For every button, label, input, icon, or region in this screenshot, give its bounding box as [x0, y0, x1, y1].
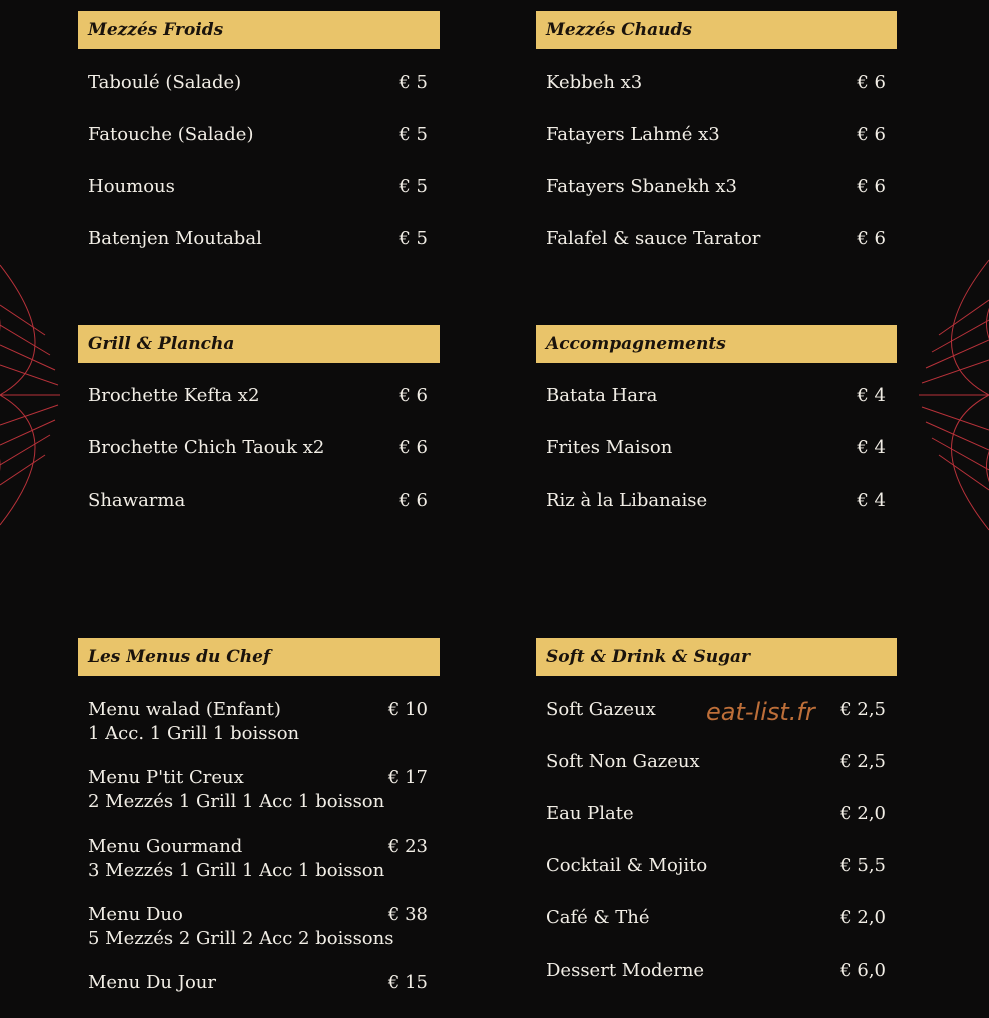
- menu-item-description: 1 Acc. 1 Grill 1 boisson: [88, 723, 300, 744]
- menu-item-name: Café & Thé: [546, 907, 650, 928]
- menu-item-price: € 17: [387, 767, 428, 788]
- menu-item-price: € 5: [399, 124, 428, 145]
- menu-item-price: € 5: [399, 228, 428, 249]
- menu-item-price: € 5: [399, 176, 428, 197]
- menu-item-price: € 6: [857, 176, 886, 197]
- menu-item-price: € 2,5: [840, 751, 886, 772]
- menu-item-name: Soft Gazeux: [546, 699, 656, 720]
- menu-item-name: Kebbeh x3: [546, 72, 643, 93]
- menu-item-name: Menu Du Jour: [88, 972, 216, 993]
- menu-item-price: € 5: [399, 72, 428, 93]
- menu-item-name: Menu walad (Enfant): [88, 699, 281, 720]
- menu-item-price: € 10: [387, 699, 428, 720]
- menu-item-price: € 38: [387, 904, 428, 925]
- menu-item-name: Eau Plate: [546, 803, 634, 824]
- menu-item-price: € 6: [857, 228, 886, 249]
- section-header-mezzes-chauds: Mezzés Chauds: [536, 11, 897, 49]
- menu-item-name: Menu P'tit Creux: [88, 767, 244, 788]
- section-header-mezzes-froids: Mezzés Froids: [78, 11, 440, 49]
- right-ornament: [914, 240, 989, 550]
- menu-item-name: Batenjen Moutabal: [88, 228, 262, 249]
- menu-item-name: Menu Duo: [88, 904, 183, 925]
- menu-item-price: € 5,5: [840, 855, 886, 876]
- menu-item-name: Brochette Chich Taouk x2: [88, 437, 325, 458]
- menu-item-name: Soft Non Gazeux: [546, 751, 700, 772]
- menu-item-price: € 6: [399, 385, 428, 406]
- menu-item-description: 5 Mezzés 2 Grill 2 Acc 2 boissons: [88, 928, 394, 949]
- menu-item-price: € 15: [387, 972, 428, 993]
- menu-item-name: Cocktail & Mojito: [546, 855, 708, 876]
- menu-item-price: € 4: [857, 437, 886, 458]
- watermark-text: eat-list.fr: [706, 698, 815, 726]
- menu-item-price: € 6: [857, 72, 886, 93]
- section-header-soft-drink-sugar: Soft & Drink & Sugar: [536, 638, 897, 676]
- menu-item-name: Houmous: [88, 176, 175, 197]
- menu-item-price: € 2,0: [840, 803, 886, 824]
- menu-item-price: € 23: [387, 836, 428, 857]
- menu-item-name: Fatouche (Salade): [88, 124, 254, 145]
- menu-item-name: Falafel & sauce Tarator: [546, 228, 761, 249]
- menu-item-name: Batata Hara: [546, 385, 658, 406]
- menu-item-price: € 4: [857, 385, 886, 406]
- menu-item-name: Brochette Kefta x2: [88, 385, 260, 406]
- menu-item-name: Fatayers Sbanekh x3: [546, 176, 738, 197]
- menu-item-price: € 2,5: [840, 699, 886, 720]
- menu-item-name: Riz à la Libanaise: [546, 490, 708, 511]
- menu-item-price: € 4: [857, 490, 886, 511]
- section-header-grill-plancha: Grill & Plancha: [78, 325, 440, 363]
- menu-item-name: Menu Gourmand: [88, 836, 243, 857]
- section-header-accompagnements: Accompagnements: [536, 325, 897, 363]
- menu-item-price: € 6: [399, 437, 428, 458]
- menu-item-name: Taboulé (Salade): [88, 72, 242, 93]
- menu-item-name: Fatayers Lahmé x3: [546, 124, 720, 145]
- menu-item-name: Frites Maison: [546, 437, 673, 458]
- section-header-menus-du-chef: Les Menus du Chef: [78, 638, 440, 676]
- menu-item-name: Shawarma: [88, 490, 186, 511]
- menu-item-description: 2 Mezzés 1 Grill 1 Acc 1 boisson: [88, 791, 385, 812]
- left-ornament: [0, 245, 70, 545]
- menu-item-price: € 6,0: [840, 960, 886, 981]
- menu-item-description: 3 Mezzés 1 Grill 1 Acc 1 boisson: [88, 860, 385, 881]
- menu-item-name: Dessert Moderne: [546, 960, 705, 981]
- menu-item-price: € 6: [399, 490, 428, 511]
- menu-item-price: € 6: [857, 124, 886, 145]
- menu-item-price: € 2,0: [840, 907, 886, 928]
